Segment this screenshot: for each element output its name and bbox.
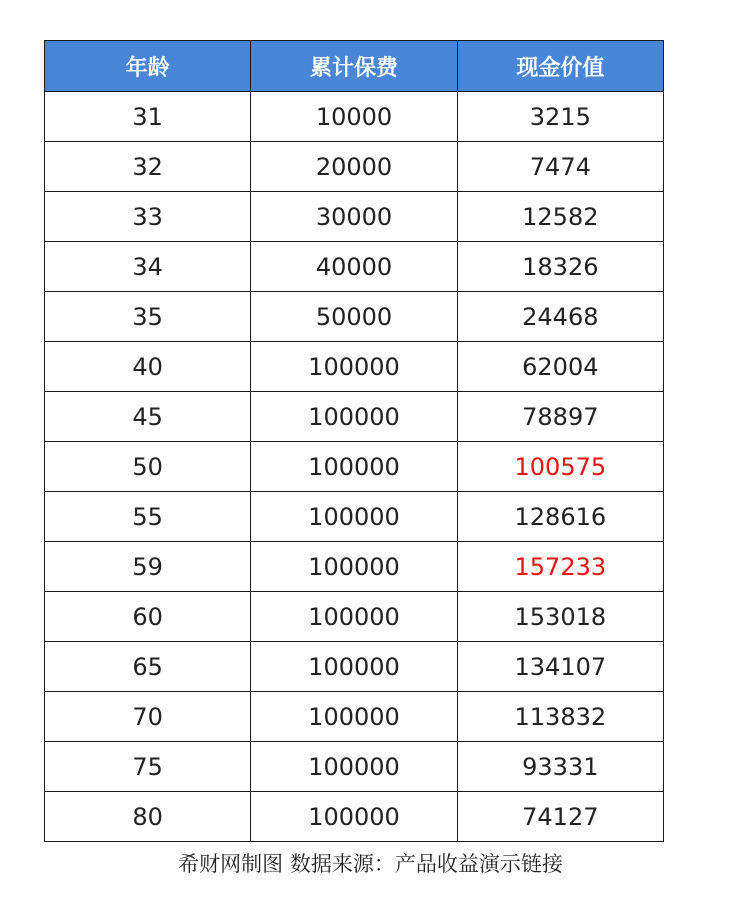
cash-value-cell: 3215 xyxy=(457,92,663,142)
cash-value-table-container xyxy=(44,40,664,842)
cash-value-cell: 74127 xyxy=(457,792,663,842)
premium-cell: 100000 xyxy=(251,542,457,592)
table-row xyxy=(45,642,664,692)
cash-value-table xyxy=(44,40,664,842)
premium-cell: 40000 xyxy=(251,242,457,292)
header-premium: 累计保费 xyxy=(251,41,457,92)
table-row xyxy=(45,92,664,142)
table-header-row xyxy=(45,41,664,92)
table-row xyxy=(45,592,664,642)
cash-value-cell: 62004 xyxy=(457,342,663,392)
premium-cell: 100000 xyxy=(251,692,457,742)
premium-cell: 100000 xyxy=(251,392,457,442)
age-cell: 65 xyxy=(45,642,251,692)
premium-cell: 100000 xyxy=(251,492,457,542)
premium-cell: 100000 xyxy=(251,592,457,642)
cash-value-cell: 18326 xyxy=(457,242,663,292)
cash-value-cell: 24468 xyxy=(457,292,663,342)
age-cell: 33 xyxy=(45,192,251,242)
table-row xyxy=(45,192,664,242)
age-cell: 59 xyxy=(45,542,251,592)
footer-caption xyxy=(0,848,741,878)
age-cell: 32 xyxy=(45,142,251,192)
table-row xyxy=(45,242,664,292)
premium-cell: 30000 xyxy=(251,192,457,242)
table-row xyxy=(45,542,664,592)
cash-value-cell: 78897 xyxy=(457,392,663,442)
table-row xyxy=(45,392,664,442)
premium-cell: 20000 xyxy=(251,142,457,192)
age-cell: 35 xyxy=(45,292,251,342)
header-age: 年龄 xyxy=(45,41,251,92)
age-cell: 31 xyxy=(45,92,251,142)
premium-cell: 50000 xyxy=(251,292,457,342)
cash-value-cell: 157233 xyxy=(457,542,663,592)
cash-value-cell: 12582 xyxy=(457,192,663,242)
table-row xyxy=(45,292,664,342)
table-row xyxy=(45,792,664,842)
age-cell: 55 xyxy=(45,492,251,542)
cash-value-cell: 100575 xyxy=(457,442,663,492)
table-row xyxy=(45,142,664,192)
premium-cell: 100000 xyxy=(251,742,457,792)
table-body xyxy=(45,92,664,842)
premium-cell: 100000 xyxy=(251,642,457,692)
age-cell: 75 xyxy=(45,742,251,792)
premium-cell: 100000 xyxy=(251,442,457,492)
age-cell: 50 xyxy=(45,442,251,492)
table-row xyxy=(45,742,664,792)
premium-cell: 10000 xyxy=(251,92,457,142)
cash-value-cell: 134107 xyxy=(457,642,663,692)
premium-cell: 100000 xyxy=(251,792,457,842)
age-cell: 34 xyxy=(45,242,251,292)
premium-cell: 100000 xyxy=(251,342,457,392)
table-row xyxy=(45,692,664,742)
cash-value-cell: 113832 xyxy=(457,692,663,742)
cash-value-cell: 128616 xyxy=(457,492,663,542)
table-row xyxy=(45,442,664,492)
footer-credit: 希财网制图 xyxy=(178,852,284,876)
age-cell: 80 xyxy=(45,792,251,842)
age-cell: 40 xyxy=(45,342,251,392)
age-cell: 60 xyxy=(45,592,251,642)
cash-value-cell: 93331 xyxy=(457,742,663,792)
age-cell: 45 xyxy=(45,392,251,442)
table-row xyxy=(45,342,664,392)
cash-value-cell: 153018 xyxy=(457,592,663,642)
header-cash-value: 现金价值 xyxy=(457,41,663,92)
table-row xyxy=(45,492,664,542)
footer-source: 数据来源：产品收益演示链接 xyxy=(289,852,563,876)
cash-value-cell: 7474 xyxy=(457,142,663,192)
age-cell: 70 xyxy=(45,692,251,742)
